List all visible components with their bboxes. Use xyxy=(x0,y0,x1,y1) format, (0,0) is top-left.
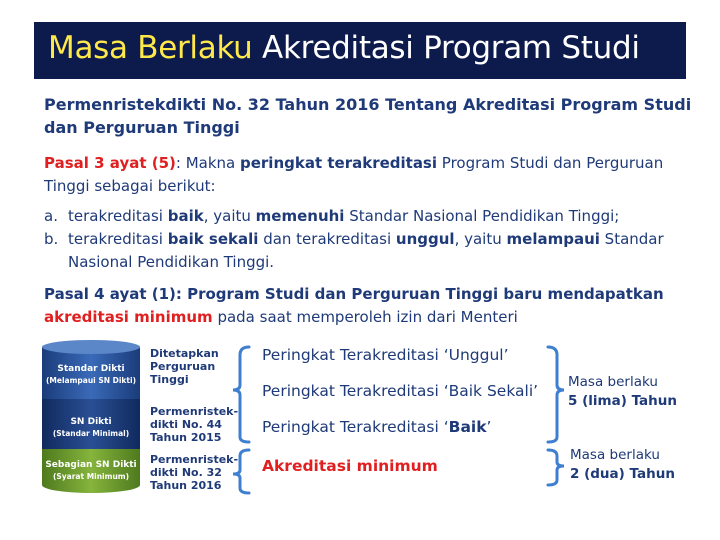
pasal-4-text-2: pada saat memperoleh izin dari Menteri xyxy=(212,308,518,326)
label-permenristekdikti-32: Permenristek- dikti No. 32 Tahun 2016 xyxy=(150,453,239,492)
pasal-3-text-3: Program Studi dan Perguruan xyxy=(437,154,664,172)
akreditasi-minimum-label: akreditasi minimum xyxy=(44,308,213,326)
validity-5-years: Masa berlaku 5 (lima) Tahun xyxy=(568,374,677,409)
right-bracket-1 xyxy=(548,347,564,442)
label-permenristekdikti-44: Permenristek- dikti No. 44 Tahun 2015 xyxy=(150,405,239,444)
title-rest: Akreditasi Program Studi xyxy=(252,30,640,66)
cylinder-segment-sebagian-sn-dikti: Sebagian SN Dikti (Syarat Minimum) xyxy=(42,449,140,493)
pasal-4-label: Pasal 4 ayat (1) xyxy=(44,285,176,303)
right-bracket-2 xyxy=(548,450,564,485)
label-ditetapkan-pt: Ditetapkan Perguruan Tinggi xyxy=(150,347,219,386)
validity-2-years: Masa berlaku 2 (dua) Tahun xyxy=(570,447,675,482)
cylinder-segment-sn-dikti: SN Dikti (Standar Minimal) xyxy=(42,399,140,449)
rating-baik: Peringkat Terakreditasi ‘Baik’ xyxy=(262,418,492,436)
heading-line-2: dan Perguruan Tinggi xyxy=(44,118,240,137)
cylinder-segment-standar-dikti: Standar Dikti (Melampaui SN Dikti) xyxy=(42,347,140,399)
left-bracket-1 xyxy=(233,347,249,442)
rating-baik-sekali: Peringkat Terakreditasi ‘Baik Sekali’ xyxy=(262,382,539,400)
heading-line-1: Permenristekdikti No. 32 Tahun 2016 Tentang Akreditasi Program Studi xyxy=(44,95,692,114)
pasal-4-text: : Program Studi dan Perguruan Tinggi baru mendapatkan xyxy=(175,285,664,303)
pasal-3-line-2: Tinggi sebagai berikut: xyxy=(44,177,216,195)
rating-akreditasi-minimum: Akreditasi minimum xyxy=(262,457,438,475)
list-item-b-line-2: Nasional Pendidikan Tinggi. xyxy=(68,253,275,271)
title-highlight: Masa Berlaku xyxy=(48,30,253,66)
list-item-b: b. terakreditasi baik sekali dan terakreditasi unggul, yaitu melampaui Standar xyxy=(44,230,664,248)
pasal-3-text-2: peringkat terakreditasi xyxy=(240,154,438,172)
pasal-3-text-1: : Makna xyxy=(175,154,240,172)
rating-unggul: Peringkat Terakreditasi ‘Unggul’ xyxy=(262,346,509,364)
left-bracket-2 xyxy=(233,450,249,493)
pasal-3-label: Pasal 3 ayat (5) xyxy=(44,154,176,172)
list-item-a: a. terakreditasi baik, yaitu memenuhi Standar Nasional Pendidikan Tinggi; xyxy=(44,207,620,225)
